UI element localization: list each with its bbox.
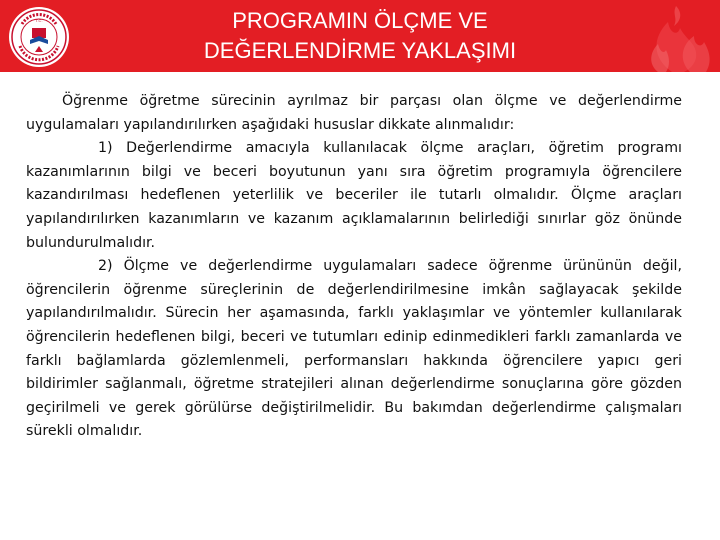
ministry-emblem-icon [8,6,70,68]
flame-icon [612,0,720,72]
svg-text:T.C.: T.C. [35,18,43,23]
paragraph-item-1: 1) Değerlendirme amacıyla kullanılacak ölçme araçları, öğretim programı kazanımlarının bilgi ve beceri boyutunun yanı sıra öğretim programıyla öğrencilere kazandırılması hedeflenen yeterlilik ve beceriler ile tutarlı olmalıdır. Ölçme araçları yapılandırılırken kazanımların ve kazanım açıklamalarının belirlediği sınırlar göz önünde bulundurulmalıdır. [26,140,682,251]
body-text [26,90,682,444]
paragraph-item-2: 2) Ölçme ve değerlendirme uygulamaları sadece öğrenme ürününün değil, öğrencilerin öğrenme süreçlerinin de değerlendirilmesine imkân sağlayacak şekilde yapılandırılmalıdır. Sürecin her aşamasında, farklı yaklaşımlar ve yöntemler kullanılarak öğrencilerin hedeflenen bilgi, beceri ve tutumları edinip edinmedikleri farklı zamanlarda ve farklı bağlamlarda gözlemlenmeli, performansları hakkında öğrencilere yapıcı geri bildirimler sağlanmalı, öğretme stratejileri alınan değerlendirme sonuçlarına göre gözden geçirilmeli ve gerek görülürse değiştirilmelidir. Bu bakımdan değerlendirme çalışmaları sürekli olmalıdır. [26,258,682,440]
title-line-1: PROGRAMIN ÖLÇME VE [232,8,488,33]
title-line-2: DEĞERLENDİRME YAKLAŞIMI [203,38,517,63]
header-bar [0,0,720,72]
paragraph-intro: Öğrenme öğretme sürecinin ayrılmaz bir parçası olan ölçme ve değerlendirme uygulamaları yapılandırılırken aşağıdaki hususlar dikkate alınmalıdır: [26,93,682,133]
page-title [120,6,600,66]
